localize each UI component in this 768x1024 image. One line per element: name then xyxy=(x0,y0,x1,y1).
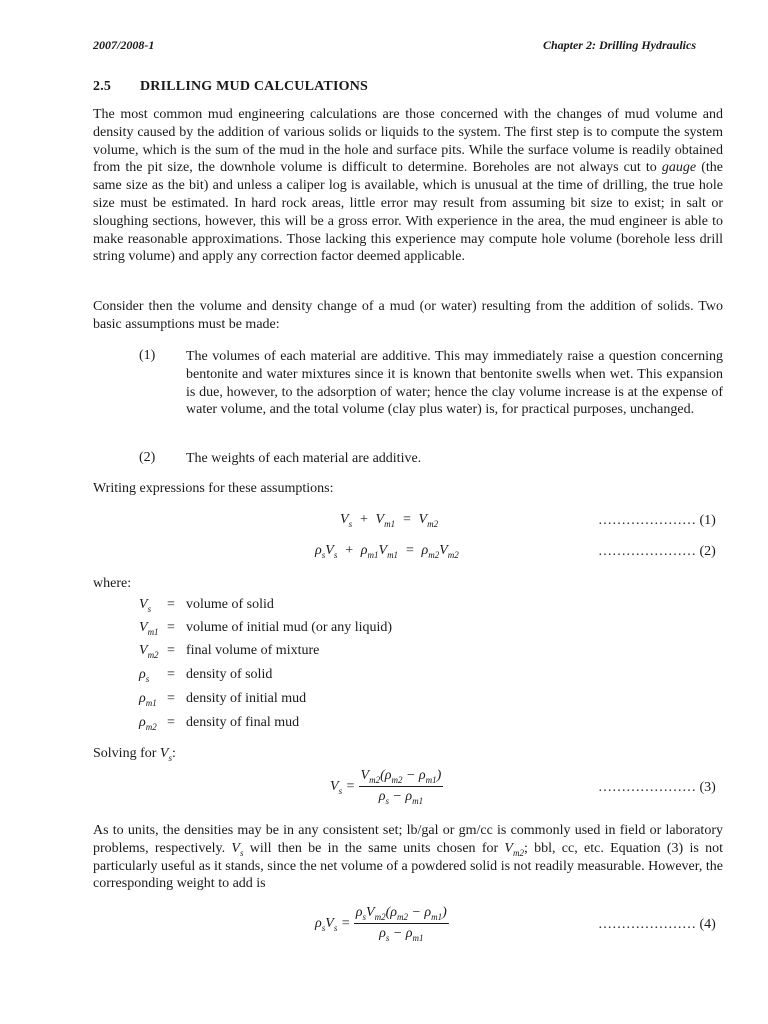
gauge-term: gauge xyxy=(661,160,697,176)
section-heading xyxy=(93,79,368,95)
def-text-vm1: volume of initial mud (or any liquid) xyxy=(186,620,393,635)
equation-4: $\rho_sV_s$ = $\frac{\rho_sV_{m2}(\rho_{m2} - \rho_{m1})}{\rho_s - \rho_{m1}}$ xyxy=(315,905,447,943)
def-equals: = xyxy=(167,667,175,682)
section-title: DRILLING MUD CALCULATIONS xyxy=(140,79,368,94)
header-right: Chapter 2: Drilling Hydraulics xyxy=(542,38,696,52)
def-symbol-vm1: $V_{m1}$ xyxy=(139,620,159,637)
equation-1: $V_s + V_{m1} = V_{m2}$ xyxy=(340,512,439,529)
def-text-rhom1: density of initial mud xyxy=(186,691,307,706)
paragraph-units: As to units, the densities may be in any consistent set; lb/gal or gm/cc is commonly used in field or laboratory problems, respectively. $V_s$ will then be in the same units chosen for $V_{m2}$; bbl, cc, etc. Equation (3) is not particularly useful as it stands, since the net volume of a powdered solid is not readily measurable. However, the corresponding weight to add is xyxy=(93,823,723,892)
writing-expressions: Writing expressions for these assumptions: xyxy=(93,481,334,496)
def-symbol-rhom1: $\rho_{m1}$ xyxy=(139,691,157,708)
def-symbol-rhom2: $\rho_{m2}$ xyxy=(139,715,157,732)
paragraph-intro xyxy=(93,106,723,266)
paragraph-consider: Consider then the volume and density change of a mud (or water) resulting from the addition of solids. Two basic assumptions must be made: xyxy=(93,299,723,332)
where-label: where: xyxy=(93,576,132,591)
assumption-1-number: (1) xyxy=(139,348,156,363)
def-equals: = xyxy=(167,597,175,612)
def-equals: = xyxy=(167,620,175,635)
def-symbol-rhos: $\rho_s$ xyxy=(139,667,150,684)
def-symbol-vs: $V_s$ xyxy=(139,597,152,614)
def-text-rhos: density of solid xyxy=(186,667,273,682)
def-symbol-vm2: $V_{m2}$ xyxy=(139,643,159,660)
assumption-1-text: The volumes of each material are additive. This may immediately raise a question concerning bentonite and water mixtures since it is known that bentonite swells when wet. This expansion is due, however, to the adsorption of water; hence the clay volume increase is at the expense of water volume, and the total volume (clay plus water) is, for practical purposes, unchanged. xyxy=(186,349,723,418)
equation-3: $V_s$ = $\frac{V_{m2}(\rho_{m2} - \rho_{m1})}{\rho_s - \rho_{m1}}$ xyxy=(330,768,442,806)
equation-3-number: ………………… (3) xyxy=(598,780,716,795)
def-equals: = xyxy=(167,691,175,706)
equation-2: $\rho_sV_s + \rho_{m1}V_{m1} = \rho_{m2}V_{m2}$ xyxy=(315,543,459,560)
def-equals: = xyxy=(167,715,175,730)
equation-4-number: ………………… (4) xyxy=(598,917,716,932)
solving-for: Solving for $V_s$: xyxy=(93,746,176,763)
equation-2-number: ………………… (2) xyxy=(598,544,716,559)
section-number: 2.5 xyxy=(93,79,112,94)
equation-1-number: ………………… (1) xyxy=(598,513,716,528)
assumption-2-number: (2) xyxy=(139,450,156,465)
header-left: 2007/2008-1 xyxy=(93,38,155,52)
assumption-2-text: The weights of each material are additive. xyxy=(186,451,422,466)
def-text-vm2: final volume of mixture xyxy=(186,643,320,658)
def-equals: = xyxy=(167,643,175,658)
paragraph-intro-text-a: The most common mud engineering calculations are those concerned with the changes of mud volume and density caused by the addition of various solids or liquids to the system. The first step is to compute the system volume, which is the sum of the mud in the hole and surface pits. While the surface volume is readily obtained from the pit size, the downhole volume is difficult to determine. Boreholes are not always cut to xyxy=(93,107,723,176)
def-text-rhom2: density of final mud xyxy=(186,715,300,730)
paragraph-intro-text-b: (the same size as the bit) and unless a caliper log is available, which is unusual at the time of drilling, the true hole size must be estimated. In hard rock areas, little error may result from assuming bit size to exist; in salt or sloughing sections, however, this will be a gross error. With experience in the area, the mud engineer is able to make reasonable approximations. Those lacking this experience may compute hole volume (borehole less drill string volume) and apply any correction factor deemed applicable. xyxy=(93,160,723,265)
def-text-vs: volume of solid xyxy=(186,597,274,612)
